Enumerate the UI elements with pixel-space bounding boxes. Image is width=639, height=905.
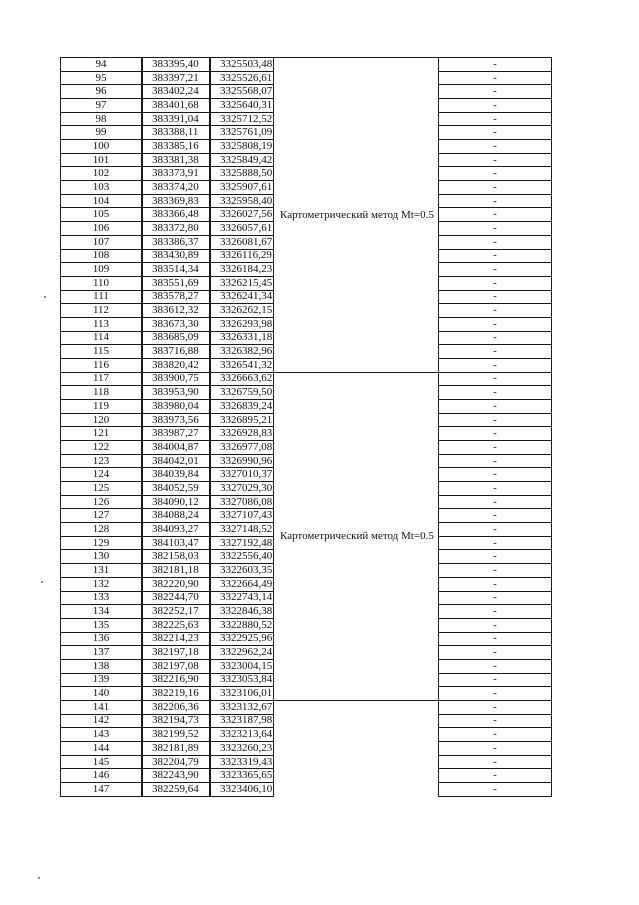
point-number-cell: 146 bbox=[60, 768, 142, 783]
point-number-cell: 103 bbox=[60, 180, 142, 195]
note-cell: - bbox=[438, 714, 552, 729]
coordinate-x-cell: 383953,90 bbox=[142, 385, 210, 400]
coordinate-x-cell: 382252,17 bbox=[142, 604, 210, 619]
note-cell: - bbox=[438, 563, 552, 578]
point-number-cell: 97 bbox=[60, 98, 142, 113]
point-number-cell: 128 bbox=[60, 522, 142, 537]
note-cell: - bbox=[438, 71, 552, 86]
point-number-cell: 94 bbox=[60, 57, 142, 72]
coordinate-x-cell: 383374,20 bbox=[142, 180, 210, 195]
coordinate-x-cell: 384090,12 bbox=[142, 495, 210, 510]
coordinate-y-cell: 3322603,35 bbox=[210, 563, 274, 578]
coordinate-x-cell: 383391,04 bbox=[142, 112, 210, 127]
coordinate-y-cell: 3322962,24 bbox=[210, 645, 274, 660]
point-number-cell: 142 bbox=[60, 714, 142, 729]
point-number-cell: 111 bbox=[60, 290, 142, 305]
method-group bbox=[274, 372, 438, 701]
point-number-cell: 139 bbox=[60, 673, 142, 688]
note-cell: - bbox=[438, 481, 552, 496]
note-cell: - bbox=[438, 522, 552, 537]
note-cell: - bbox=[438, 727, 552, 742]
coordinate-x-cell: 383369,83 bbox=[142, 194, 210, 209]
coordinate-y-cell: 3325568,07 bbox=[210, 84, 274, 99]
note-cell: - bbox=[438, 782, 552, 797]
coordinate-x-cell: 383397,21 bbox=[142, 71, 210, 86]
note-cell: - bbox=[438, 399, 552, 414]
coordinate-x-cell: 384093,27 bbox=[142, 522, 210, 537]
point-number-cell: 114 bbox=[60, 331, 142, 346]
note-cell: - bbox=[438, 413, 552, 428]
note-cell: - bbox=[438, 632, 552, 647]
coordinate-y-cell: 3326382,96 bbox=[210, 344, 274, 359]
point-number-cell: 99 bbox=[60, 125, 142, 140]
coordinate-y-cell: 3326663,62 bbox=[210, 372, 274, 387]
coordinate-x-cell: 383820,42 bbox=[142, 358, 210, 373]
coordinate-y-cell: 3327192,48 bbox=[210, 536, 274, 551]
coordinate-y-cell: 3326759,50 bbox=[210, 385, 274, 400]
coordinate-y-cell: 3325849,42 bbox=[210, 153, 274, 168]
point-number-cell: 95 bbox=[60, 71, 142, 86]
note-cell: - bbox=[438, 426, 552, 441]
note-cell: - bbox=[438, 467, 552, 482]
coordinate-x-cell: 383716,88 bbox=[142, 344, 210, 359]
coordinate-x-cell: 383612,32 bbox=[142, 303, 210, 318]
point-number-cell: 127 bbox=[60, 508, 142, 523]
coordinate-y-cell: 3326081,67 bbox=[210, 235, 274, 250]
point-number-cell: 113 bbox=[60, 317, 142, 332]
point-number-cell: 134 bbox=[60, 604, 142, 619]
coordinate-y-cell: 3323187,98 bbox=[210, 714, 274, 729]
coordinate-y-cell: 3323260,23 bbox=[210, 741, 274, 756]
coordinate-x-cell: 383366,48 bbox=[142, 207, 210, 222]
point-number-cell: 133 bbox=[60, 591, 142, 606]
note-cell: - bbox=[438, 508, 552, 523]
coordinate-y-cell: 3327107,43 bbox=[210, 508, 274, 523]
point-number-cell: 141 bbox=[60, 700, 142, 715]
coordinate-y-cell: 3326116,29 bbox=[210, 249, 274, 264]
note-cell: - bbox=[438, 536, 552, 551]
note-cell: - bbox=[438, 454, 552, 469]
point-number-cell: 130 bbox=[60, 549, 142, 564]
point-number-cell: 115 bbox=[60, 344, 142, 359]
coordinate-y-cell: 3327148,52 bbox=[210, 522, 274, 537]
point-number-cell: 135 bbox=[60, 618, 142, 633]
point-number-cell: 100 bbox=[60, 139, 142, 154]
note-cell: - bbox=[438, 180, 552, 195]
coordinate-x-cell: 383551,69 bbox=[142, 276, 210, 291]
coordinate-y-cell: 3322880,52 bbox=[210, 618, 274, 633]
coordinate-y-cell: 3323106,01 bbox=[210, 686, 274, 701]
coordinate-y-cell: 3326293,98 bbox=[210, 317, 274, 332]
coordinate-x-cell: 383388,11 bbox=[142, 125, 210, 140]
point-number-cell: 112 bbox=[60, 303, 142, 318]
coordinate-y-cell: 3326184,23 bbox=[210, 262, 274, 277]
point-number-cell: 122 bbox=[60, 440, 142, 455]
method-label: Картометрический метод Mt=0.5 bbox=[280, 208, 434, 221]
coordinate-x-cell: 384039,84 bbox=[142, 467, 210, 482]
coordinate-y-cell: 3327086,08 bbox=[210, 495, 274, 510]
coordinate-y-cell: 3323213,64 bbox=[210, 727, 274, 742]
coordinate-x-cell: 382220,90 bbox=[142, 577, 210, 592]
coordinate-y-cell: 3325640,31 bbox=[210, 98, 274, 113]
coordinate-x-cell: 382197,08 bbox=[142, 659, 210, 674]
coordinate-y-cell: 3326262,15 bbox=[210, 303, 274, 318]
note-cell: - bbox=[438, 290, 552, 305]
point-number-cell: 140 bbox=[60, 686, 142, 701]
point-number-cell: 105 bbox=[60, 207, 142, 222]
note-cell: - bbox=[438, 303, 552, 318]
note-cell: - bbox=[438, 153, 552, 168]
note-cell: - bbox=[438, 112, 552, 127]
note-cell: - bbox=[438, 755, 552, 770]
coordinate-x-cell: 384052,59 bbox=[142, 481, 210, 496]
scan-speck bbox=[44, 296, 46, 298]
coordinate-x-cell: 382244,70 bbox=[142, 591, 210, 606]
coordinate-y-cell: 3322664,49 bbox=[210, 577, 274, 592]
coordinate-x-cell: 383373,91 bbox=[142, 166, 210, 181]
coordinate-x-cell: 382206,36 bbox=[142, 700, 210, 715]
note-cell: - bbox=[438, 221, 552, 236]
point-number-cell: 143 bbox=[60, 727, 142, 742]
coordinate-y-cell: 3325888,50 bbox=[210, 166, 274, 181]
note-cell: - bbox=[438, 645, 552, 660]
coordinate-y-cell: 3325526,61 bbox=[210, 71, 274, 86]
coordinate-x-cell: 383402,24 bbox=[142, 84, 210, 99]
coordinate-y-cell: 3326977,08 bbox=[210, 440, 274, 455]
note-cell: - bbox=[438, 57, 552, 72]
note-cell: - bbox=[438, 741, 552, 756]
point-number-cell: 96 bbox=[60, 84, 142, 99]
coordinate-y-cell: 3326928,83 bbox=[210, 426, 274, 441]
note-cell: - bbox=[438, 139, 552, 154]
note-cell: - bbox=[438, 166, 552, 181]
coordinate-y-cell: 3323406,10 bbox=[210, 782, 274, 797]
scan-speck bbox=[41, 581, 43, 583]
note-cell: - bbox=[438, 317, 552, 332]
coordinate-x-cell: 382259,64 bbox=[142, 782, 210, 797]
note-cell: - bbox=[438, 207, 552, 222]
note-cell: - bbox=[438, 618, 552, 633]
coordinate-y-cell: 3326895,21 bbox=[210, 413, 274, 428]
coordinate-y-cell: 3327029,30 bbox=[210, 481, 274, 496]
note-cell: - bbox=[438, 84, 552, 99]
coordinate-x-cell: 382243,90 bbox=[142, 768, 210, 783]
method-label: Картометрический метод Mt=0.5 bbox=[280, 530, 434, 543]
coordinate-x-cell: 383673,30 bbox=[142, 317, 210, 332]
point-number-cell: 123 bbox=[60, 454, 142, 469]
note-cell: - bbox=[438, 331, 552, 346]
note-cell: - bbox=[438, 235, 552, 250]
note-cell: - bbox=[438, 686, 552, 701]
coordinate-y-cell: 3325712,52 bbox=[210, 112, 274, 127]
coordinate-x-cell: 383430,89 bbox=[142, 249, 210, 264]
method-group bbox=[274, 57, 438, 373]
point-number-cell: 101 bbox=[60, 153, 142, 168]
coordinate-y-cell: 3322846,38 bbox=[210, 604, 274, 619]
coordinate-x-cell: 383381,38 bbox=[142, 153, 210, 168]
note-cell: - bbox=[438, 768, 552, 783]
coordinate-x-cell: 383401,68 bbox=[142, 98, 210, 113]
point-number-cell: 144 bbox=[60, 741, 142, 756]
coordinate-x-cell: 383987,27 bbox=[142, 426, 210, 441]
point-number-cell: 98 bbox=[60, 112, 142, 127]
coordinate-y-cell: 3326331,18 bbox=[210, 331, 274, 346]
note-cell: - bbox=[438, 659, 552, 674]
coordinate-y-cell: 3325761,09 bbox=[210, 125, 274, 140]
coordinate-y-cell: 3325907,61 bbox=[210, 180, 274, 195]
coordinate-y-cell: 3325808,19 bbox=[210, 139, 274, 154]
point-number-cell: 126 bbox=[60, 495, 142, 510]
point-number-cell: 137 bbox=[60, 645, 142, 660]
note-cell: - bbox=[438, 249, 552, 264]
coordinate-y-cell: 3326215,45 bbox=[210, 276, 274, 291]
coordinate-x-cell: 383578,27 bbox=[142, 290, 210, 305]
note-cell: - bbox=[438, 700, 552, 715]
note-cell: - bbox=[438, 385, 552, 400]
coordinate-x-cell: 383900,75 bbox=[142, 372, 210, 387]
coordinate-x-cell: 382216,90 bbox=[142, 673, 210, 688]
coordinate-y-cell: 3323132,67 bbox=[210, 700, 274, 715]
coordinate-y-cell: 3323319,43 bbox=[210, 755, 274, 770]
point-number-cell: 110 bbox=[60, 276, 142, 291]
note-cell: - bbox=[438, 577, 552, 592]
coordinate-x-cell: 382225,63 bbox=[142, 618, 210, 633]
coordinate-y-cell: 3327010,37 bbox=[210, 467, 274, 482]
point-number-cell: 118 bbox=[60, 385, 142, 400]
note-cell: - bbox=[438, 604, 552, 619]
coordinate-y-cell: 3325958,40 bbox=[210, 194, 274, 209]
coordinate-x-cell: 384042,01 bbox=[142, 454, 210, 469]
coordinate-x-cell: 383685,09 bbox=[142, 331, 210, 346]
note-cell: - bbox=[438, 344, 552, 359]
point-number-cell: 107 bbox=[60, 235, 142, 250]
point-number-cell: 106 bbox=[60, 221, 142, 236]
coordinate-y-cell: 3326241,34 bbox=[210, 290, 274, 305]
note-cell: - bbox=[438, 262, 552, 277]
point-number-cell: 102 bbox=[60, 166, 142, 181]
point-number-cell: 132 bbox=[60, 577, 142, 592]
note-cell: - bbox=[438, 673, 552, 688]
point-number-cell: 131 bbox=[60, 563, 142, 578]
coordinate-y-cell: 3322743,14 bbox=[210, 591, 274, 606]
coordinate-y-cell: 3322925,96 bbox=[210, 632, 274, 647]
coordinate-x-cell: 383386,37 bbox=[142, 235, 210, 250]
coordinate-y-cell: 3326839,24 bbox=[210, 399, 274, 414]
point-number-cell: 119 bbox=[60, 399, 142, 414]
coordinate-x-cell: 382181,89 bbox=[142, 741, 210, 756]
coordinate-y-cell: 3323365,65 bbox=[210, 768, 274, 783]
coordinate-x-cell: 382197,18 bbox=[142, 645, 210, 660]
coordinate-x-cell: 384088,24 bbox=[142, 508, 210, 523]
coordinate-x-cell: 382214,23 bbox=[142, 632, 210, 647]
coordinate-y-cell: 3325503,48 bbox=[210, 57, 274, 72]
point-number-cell: 124 bbox=[60, 467, 142, 482]
coordinate-x-cell: 382194,73 bbox=[142, 714, 210, 729]
note-cell: - bbox=[438, 125, 552, 140]
coordinate-x-cell: 382158,03 bbox=[142, 549, 210, 564]
point-number-cell: 129 bbox=[60, 536, 142, 551]
coordinate-x-cell: 382204,79 bbox=[142, 755, 210, 770]
point-number-cell: 147 bbox=[60, 782, 142, 797]
point-number-cell: 116 bbox=[60, 358, 142, 373]
note-cell: - bbox=[438, 440, 552, 455]
point-number-cell: 109 bbox=[60, 262, 142, 277]
note-cell: - bbox=[438, 98, 552, 113]
coordinate-x-cell: 382199,52 bbox=[142, 727, 210, 742]
point-number-cell: 120 bbox=[60, 413, 142, 428]
coordinate-x-cell: 383973,56 bbox=[142, 413, 210, 428]
point-number-cell: 125 bbox=[60, 481, 142, 496]
point-number-cell: 104 bbox=[60, 194, 142, 209]
coordinate-x-cell: 382181,18 bbox=[142, 563, 210, 578]
note-cell: - bbox=[438, 549, 552, 564]
coordinate-x-cell: 384103,47 bbox=[142, 536, 210, 551]
coordinate-y-cell: 3322556,40 bbox=[210, 549, 274, 564]
note-cell: - bbox=[438, 372, 552, 387]
note-cell: - bbox=[438, 194, 552, 209]
coordinate-y-cell: 3326541,32 bbox=[210, 358, 274, 373]
note-cell: - bbox=[438, 591, 552, 606]
coordinate-y-cell: 3323004,15 bbox=[210, 659, 274, 674]
note-cell: - bbox=[438, 495, 552, 510]
coordinate-y-cell: 3326027,56 bbox=[210, 207, 274, 222]
coordinate-y-cell: 3326990,96 bbox=[210, 454, 274, 469]
coordinate-x-cell: 383385,16 bbox=[142, 139, 210, 154]
scan-speck bbox=[38, 877, 40, 879]
note-cell: - bbox=[438, 276, 552, 291]
coordinate-x-cell: 383514,34 bbox=[142, 262, 210, 277]
point-number-cell: 145 bbox=[60, 755, 142, 770]
coordinate-x-cell: 383372,80 bbox=[142, 221, 210, 236]
note-cell: - bbox=[438, 358, 552, 373]
coordinate-x-cell: 383980,04 bbox=[142, 399, 210, 414]
point-number-cell: 121 bbox=[60, 426, 142, 441]
point-number-cell: 117 bbox=[60, 372, 142, 387]
coordinate-x-cell: 382219,16 bbox=[142, 686, 210, 701]
coordinate-x-cell: 384004,87 bbox=[142, 440, 210, 455]
point-number-cell: 136 bbox=[60, 632, 142, 647]
coordinate-y-cell: 3323053,84 bbox=[210, 673, 274, 688]
coordinate-x-cell: 383395,40 bbox=[142, 57, 210, 72]
point-number-cell: 138 bbox=[60, 659, 142, 674]
coordinate-y-cell: 3326057,61 bbox=[210, 221, 274, 236]
point-number-cell: 108 bbox=[60, 249, 142, 264]
